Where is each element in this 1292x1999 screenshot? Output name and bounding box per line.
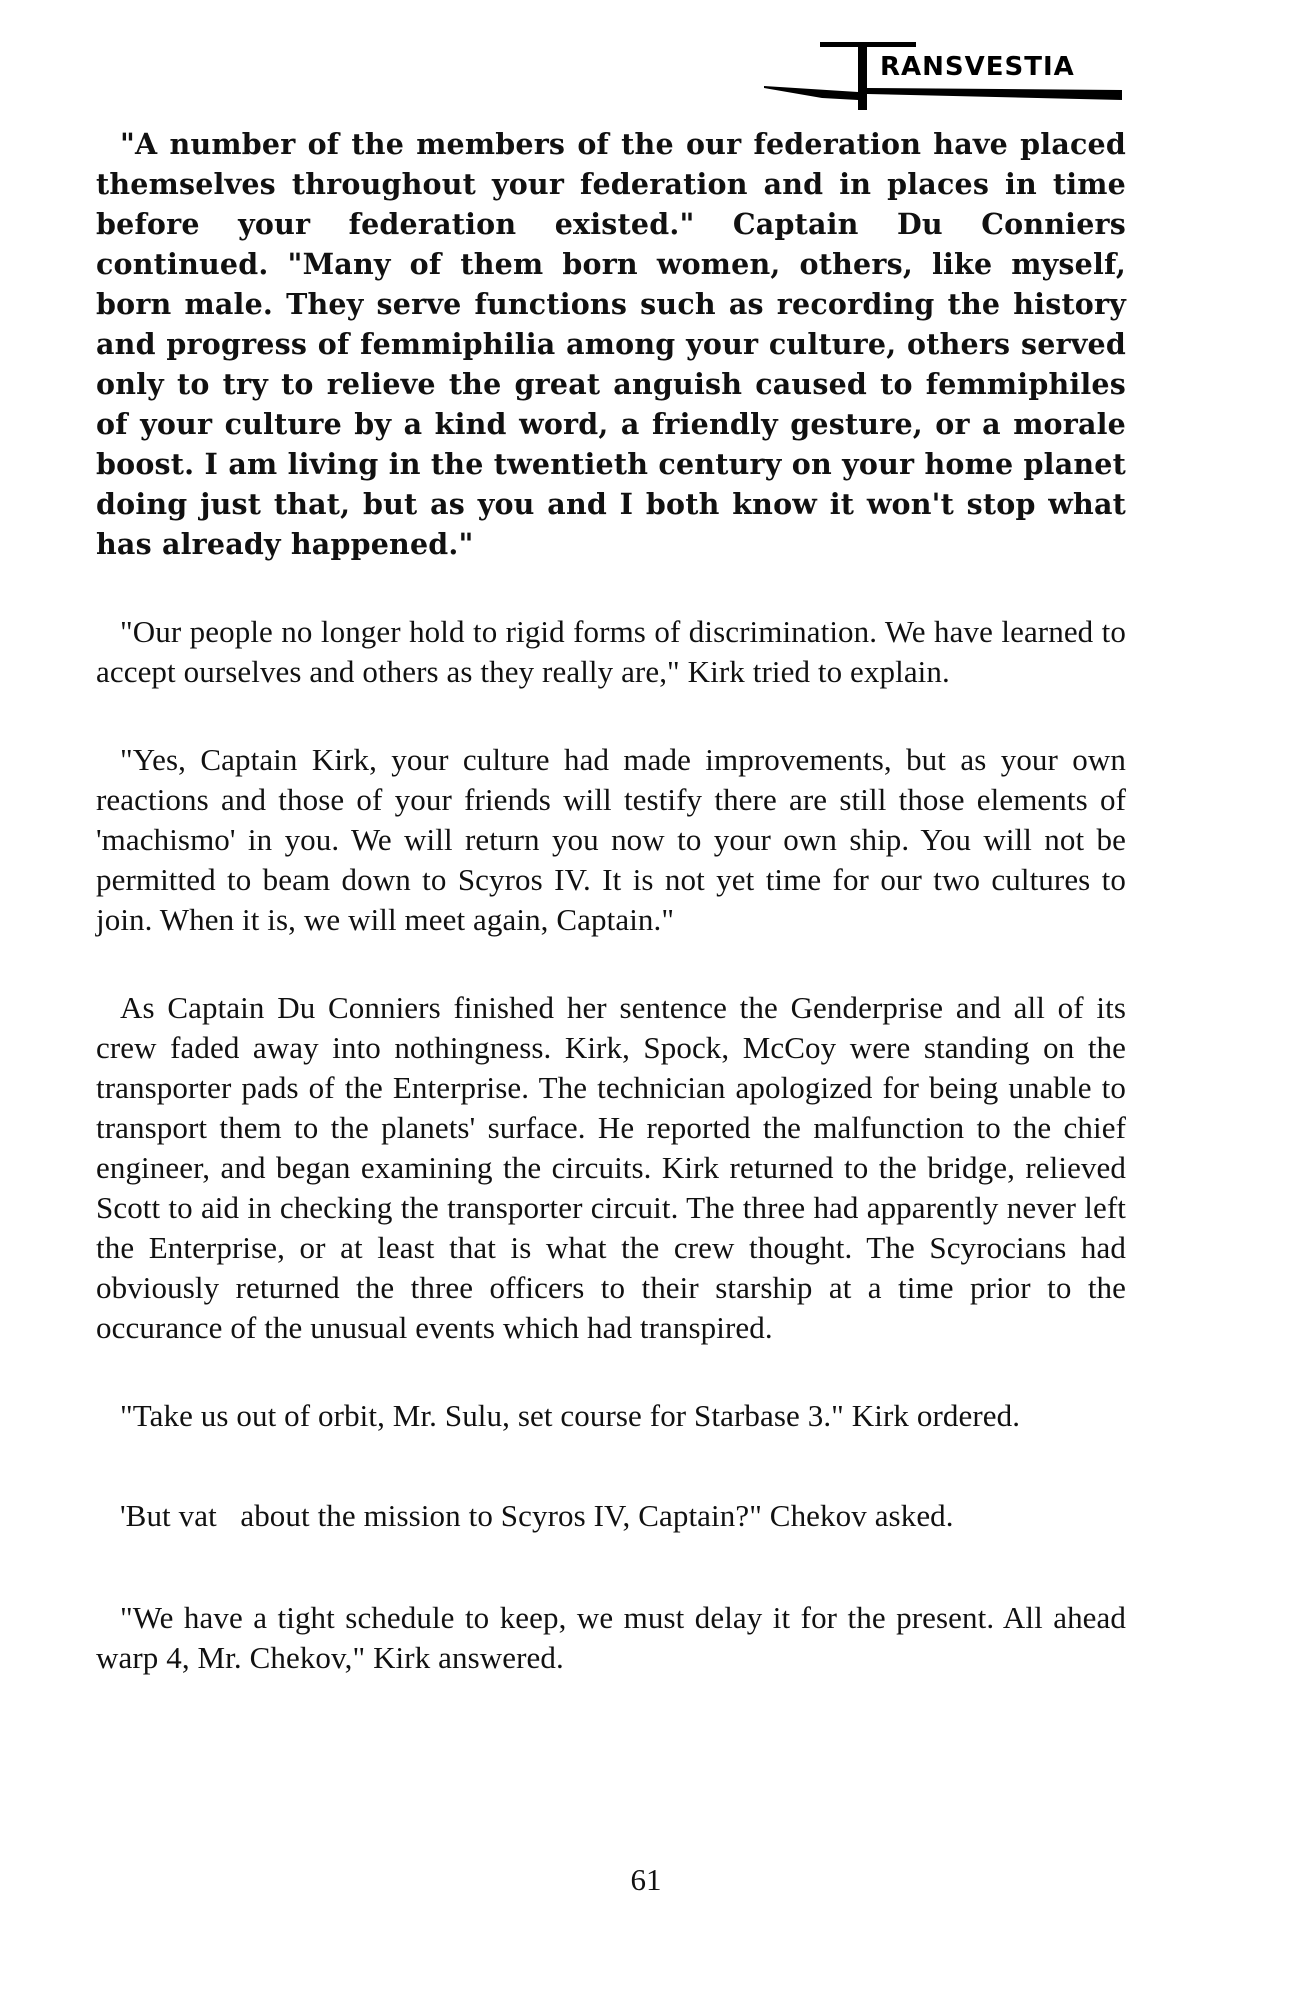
paragraph-3: "Yes, Captain Kirk, your culture had made improvements, but as your own reactions and those of your friends will testify there are still those elements of 'machismo' in you. We will return you now to your own ship. You will not be permitted to beam down to Scyros IV. It is not yet time for our two cultures to join. When it is, we will meet again, Captain.": [96, 742, 1126, 937]
paragraph-5: "Take us out of orbit, Mr. Sulu, set course for Starbase 3." Kirk ordered.: [120, 1398, 1021, 1433]
paragraph-7: "We have a tight schedule to keep, we must delay it for the present. All ahead warp 4, Mr. Chekov," Kirk answered.: [96, 1600, 1126, 1675]
publication-title: RANSVESTIA: [880, 52, 1075, 82]
masthead: [762, 22, 1122, 112]
paragraph-6: 'But vat about the mission to Scyros IV, Captain?" Chekov asked.: [120, 1498, 954, 1533]
page-body: [96, 124, 1126, 1678]
paragraph-1: "A number of the members of the our federation have placed themselves throughout your federation and in places in time before your federation existed." Captain Du Conniers continued. "Many of them born women, others, like myself, born male. They serve functions such as recording the history and progress of femmiphilia among your culture, others served only to try to relieve the great anguish caused to femmiphiles of your culture by a kind word, a friendly gesture, or a morale boost. I am living in the twentieth century on your home planet doing just that, but as you and I both know it won't stop what has already happened.": [96, 127, 1126, 561]
paragraph-2: "Our people no longer hold to rigid forms of discrimination. We have learned to accept ourselves and others as they really are," Kirk tried to explain.: [96, 614, 1126, 689]
page-number: 61: [630, 1862, 662, 1897]
paragraph-4: As Captain Du Conniers finished her sentence the Genderprise and all of its crew faded away into nothingness. Kirk, Spock, McCoy were standing on the transporter pads of the Enterprise. The technician apologized for being unable to transport them to the planets' surface. He reported the malfunction to the chief engineer, and began examining the circuits. Kirk returned to the bridge, relieved Scott to aid in checking the transporter circuit. The three had apparently never left the Enterprise, or at least that is what the crew thought. The Scyrocians had obviously returned the three officers to their starship at a time prior to the occurance of the unusual events which had transpired.: [96, 990, 1126, 1345]
